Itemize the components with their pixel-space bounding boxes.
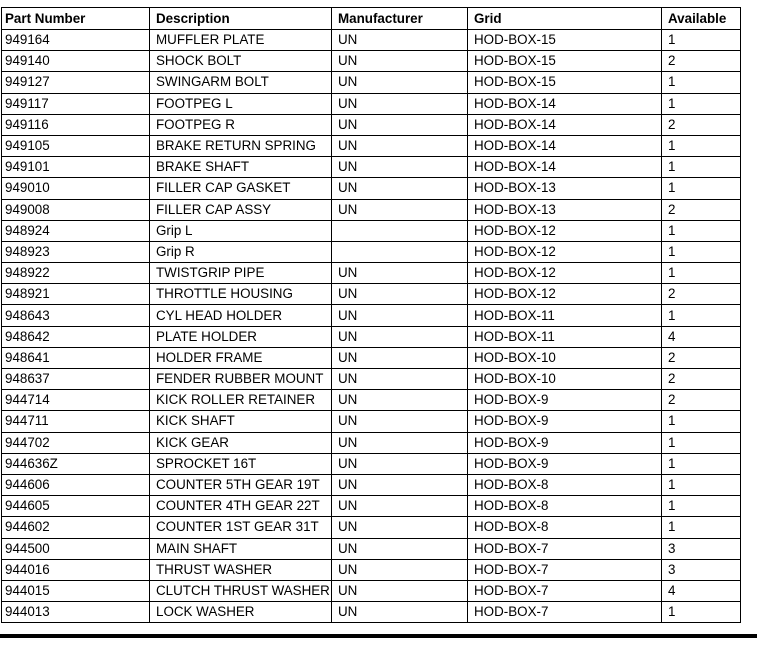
cell-description: BRAKE SHAFT (150, 157, 332, 178)
table-row (2, 326, 741, 347)
cell-available: 1 (662, 432, 741, 453)
cell-manufacturer: UN (332, 559, 468, 580)
table-row (2, 432, 741, 453)
cell-description: FOOTPEG L (150, 93, 332, 114)
cell-description: KICK ROLLER RETAINER (150, 390, 332, 411)
table-row (2, 51, 741, 72)
cell-description: SPROCKET 16T (150, 453, 332, 474)
cell-description: TWISTGRIP PIPE (150, 263, 332, 284)
table-row (2, 369, 741, 390)
header-available: Available (662, 8, 741, 30)
cell-part-number: 944711 (2, 411, 150, 432)
header-grid: Grid (468, 8, 662, 30)
table-row (2, 220, 741, 241)
cell-part-number: 949117 (2, 93, 150, 114)
cell-available: 2 (662, 347, 741, 368)
cell-grid: HOD-BOX-12 (468, 220, 662, 241)
cell-manufacturer: UN (332, 580, 468, 601)
cell-available: 1 (662, 30, 741, 51)
table-row (2, 517, 741, 538)
header-part-number: Part Number (2, 8, 150, 30)
cell-grid: HOD-BOX-9 (468, 453, 662, 474)
cell-grid: HOD-BOX-15 (468, 30, 662, 51)
cell-available: 4 (662, 326, 741, 347)
table-header (2, 8, 741, 30)
cell-available: 1 (662, 135, 741, 156)
cell-grid: HOD-BOX-12 (468, 241, 662, 262)
table-row (2, 390, 741, 411)
table-row (2, 157, 741, 178)
cell-description: CYL HEAD HOLDER (150, 305, 332, 326)
cell-manufacturer: UN (332, 326, 468, 347)
cell-description: KICK SHAFT (150, 411, 332, 432)
table-row (2, 30, 741, 51)
cell-description: Grip L (150, 220, 332, 241)
cell-available: 1 (662, 263, 741, 284)
cell-description: KICK GEAR (150, 432, 332, 453)
table-row (2, 411, 741, 432)
cell-grid: HOD-BOX-10 (468, 369, 662, 390)
cell-grid: HOD-BOX-9 (468, 411, 662, 432)
table-row (2, 263, 741, 284)
cell-part-number: 944013 (2, 602, 150, 623)
cell-available: 1 (662, 496, 741, 517)
cell-manufacturer: UN (332, 284, 468, 305)
cell-part-number: 944606 (2, 474, 150, 495)
cell-available: 1 (662, 93, 741, 114)
cell-part-number: 948637 (2, 369, 150, 390)
cell-grid: HOD-BOX-10 (468, 347, 662, 368)
cell-grid: HOD-BOX-9 (468, 390, 662, 411)
table-body (2, 30, 741, 623)
cell-description: FILLER CAP ASSY (150, 199, 332, 220)
cell-grid: HOD-BOX-8 (468, 517, 662, 538)
table-row (2, 538, 741, 559)
cell-grid: HOD-BOX-7 (468, 602, 662, 623)
table-row (2, 135, 741, 156)
cell-manufacturer: UN (332, 474, 468, 495)
cell-manufacturer (332, 241, 468, 262)
cell-grid: HOD-BOX-7 (468, 559, 662, 580)
cell-part-number: 948922 (2, 263, 150, 284)
cell-description: LOCK WASHER (150, 602, 332, 623)
cell-available: 2 (662, 51, 741, 72)
cell-grid: HOD-BOX-15 (468, 72, 662, 93)
cell-grid: HOD-BOX-15 (468, 51, 662, 72)
cell-grid: HOD-BOX-11 (468, 326, 662, 347)
cell-grid: HOD-BOX-7 (468, 538, 662, 559)
cell-available: 1 (662, 453, 741, 474)
cell-description: HOLDER FRAME (150, 347, 332, 368)
cell-manufacturer: UN (332, 30, 468, 51)
table-row (2, 580, 741, 601)
cell-available: 2 (662, 390, 741, 411)
cell-available: 1 (662, 411, 741, 432)
cell-part-number: 944602 (2, 517, 150, 538)
cell-description: SWINGARM BOLT (150, 72, 332, 93)
table-row (2, 602, 741, 623)
parts-inventory-table (1, 7, 741, 623)
cell-description: MUFFLER PLATE (150, 30, 332, 51)
cell-part-number: 949101 (2, 157, 150, 178)
cell-part-number: 949116 (2, 114, 150, 135)
cell-description: FILLER CAP GASKET (150, 178, 332, 199)
table-row (2, 453, 741, 474)
cell-part-number: 944015 (2, 580, 150, 601)
table-row (2, 72, 741, 93)
cell-available: 1 (662, 474, 741, 495)
cell-part-number: 944016 (2, 559, 150, 580)
cell-description: CLUTCH THRUST WASHER (150, 580, 332, 601)
cell-manufacturer: UN (332, 135, 468, 156)
cell-manufacturer: UN (332, 538, 468, 559)
table-row (2, 199, 741, 220)
cell-description: MAIN SHAFT (150, 538, 332, 559)
cell-manufacturer: UN (332, 390, 468, 411)
cell-available: 1 (662, 517, 741, 538)
cell-description: COUNTER 4TH GEAR 22T (150, 496, 332, 517)
cell-description: BRAKE RETURN SPRING (150, 135, 332, 156)
header-manufacturer: Manufacturer (332, 8, 468, 30)
cell-part-number: 948643 (2, 305, 150, 326)
cell-description: FOOTPEG R (150, 114, 332, 135)
cell-grid: HOD-BOX-7 (468, 580, 662, 601)
cell-manufacturer: UN (332, 114, 468, 135)
cell-manufacturer: UN (332, 602, 468, 623)
cell-grid: HOD-BOX-12 (468, 263, 662, 284)
table-row (2, 284, 741, 305)
table-row (2, 496, 741, 517)
cell-grid: HOD-BOX-8 (468, 496, 662, 517)
cell-available: 2 (662, 114, 741, 135)
cell-part-number: 949008 (2, 199, 150, 220)
cell-manufacturer: UN (332, 517, 468, 538)
table-row (2, 241, 741, 262)
cell-available: 2 (662, 284, 741, 305)
cell-part-number: 948921 (2, 284, 150, 305)
table-row (2, 347, 741, 368)
cell-part-number: 949010 (2, 178, 150, 199)
cell-manufacturer: UN (332, 178, 468, 199)
cell-manufacturer: UN (332, 347, 468, 368)
cell-part-number: 949164 (2, 30, 150, 51)
cell-manufacturer (332, 220, 468, 241)
table-row (2, 114, 741, 135)
cell-available: 2 (662, 369, 741, 390)
cell-part-number: 944605 (2, 496, 150, 517)
cell-manufacturer: UN (332, 263, 468, 284)
cell-grid: HOD-BOX-14 (468, 157, 662, 178)
cell-available: 1 (662, 178, 741, 199)
cell-available: 1 (662, 220, 741, 241)
cell-part-number: 944714 (2, 390, 150, 411)
cell-available: 2 (662, 199, 741, 220)
cell-part-number: 944500 (2, 538, 150, 559)
cell-part-number: 944636Z (2, 453, 150, 474)
table-row (2, 559, 741, 580)
cell-part-number: 949105 (2, 135, 150, 156)
cell-part-number: 944702 (2, 432, 150, 453)
cell-available: 1 (662, 602, 741, 623)
cell-part-number: 949127 (2, 72, 150, 93)
cell-grid: HOD-BOX-14 (468, 93, 662, 114)
cell-available: 1 (662, 241, 741, 262)
cell-available: 3 (662, 559, 741, 580)
cell-manufacturer: UN (332, 411, 468, 432)
cell-grid: HOD-BOX-12 (468, 284, 662, 305)
page-bottom-rule (0, 634, 757, 638)
cell-description: THROTTLE HOUSING (150, 284, 332, 305)
cell-available: 1 (662, 72, 741, 93)
header-description: Description (150, 8, 332, 30)
table-row (2, 305, 741, 326)
cell-manufacturer: UN (332, 369, 468, 390)
cell-description: THRUST WASHER (150, 559, 332, 580)
cell-part-number: 948642 (2, 326, 150, 347)
cell-description: PLATE HOLDER (150, 326, 332, 347)
cell-description: FENDER RUBBER MOUNT (150, 369, 332, 390)
cell-grid: HOD-BOX-13 (468, 199, 662, 220)
cell-grid: HOD-BOX-9 (468, 432, 662, 453)
cell-manufacturer: UN (332, 453, 468, 474)
cell-grid: HOD-BOX-8 (468, 474, 662, 495)
table-row (2, 178, 741, 199)
cell-manufacturer: UN (332, 51, 468, 72)
cell-available: 4 (662, 580, 741, 601)
cell-available: 3 (662, 538, 741, 559)
cell-grid: HOD-BOX-14 (468, 114, 662, 135)
cell-manufacturer: UN (332, 93, 468, 114)
cell-description: COUNTER 5TH GEAR 19T (150, 474, 332, 495)
header-row (2, 8, 741, 30)
cell-manufacturer: UN (332, 157, 468, 178)
cell-manufacturer: UN (332, 496, 468, 517)
cell-available: 1 (662, 305, 741, 326)
cell-part-number: 949140 (2, 51, 150, 72)
cell-part-number: 948641 (2, 347, 150, 368)
cell-available: 1 (662, 157, 741, 178)
cell-part-number: 948923 (2, 241, 150, 262)
cell-grid: HOD-BOX-13 (468, 178, 662, 199)
cell-manufacturer: UN (332, 432, 468, 453)
cell-manufacturer: UN (332, 305, 468, 326)
cell-description: COUNTER 1ST GEAR 31T (150, 517, 332, 538)
cell-grid: HOD-BOX-11 (468, 305, 662, 326)
cell-manufacturer: UN (332, 199, 468, 220)
cell-manufacturer: UN (332, 72, 468, 93)
cell-grid: HOD-BOX-14 (468, 135, 662, 156)
cell-description: SHOCK BOLT (150, 51, 332, 72)
table-row (2, 93, 741, 114)
table-row (2, 474, 741, 495)
cell-part-number: 948924 (2, 220, 150, 241)
cell-description: Grip R (150, 241, 332, 262)
